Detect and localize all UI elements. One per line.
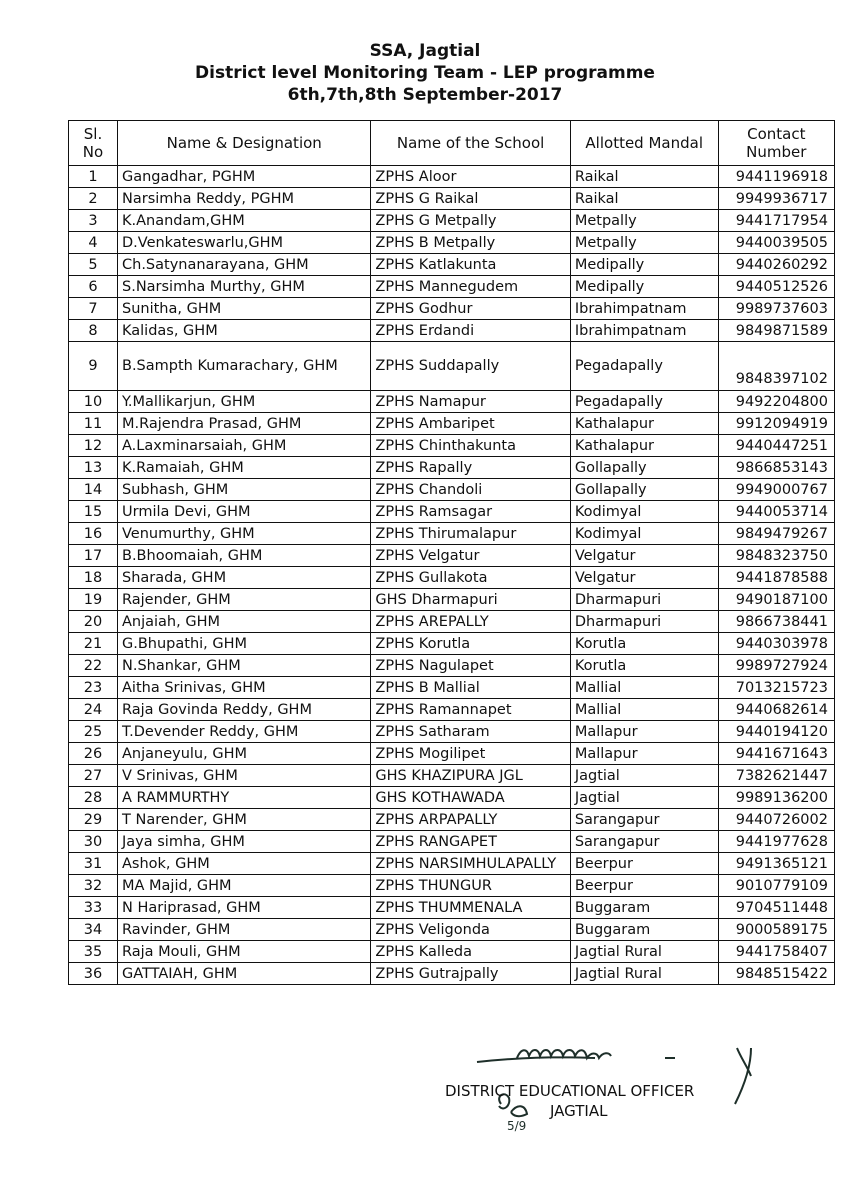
- cell-name-designation: A RAMMURTHY: [118, 787, 371, 809]
- cell-name-designation: N.Shankar, GHM: [118, 655, 371, 677]
- cell-name-designation: K.Anandam,GHM: [118, 210, 371, 232]
- cell-sl-no: 20: [69, 611, 118, 633]
- table-row: [69, 963, 835, 985]
- header-line-3: 6th,7th,8th September-2017: [287, 85, 563, 105]
- cell-sl-no: 8: [69, 320, 118, 342]
- cell-mandal: Pegadapally: [570, 342, 718, 391]
- cell-school: ZPHS Gutrajpally: [371, 963, 570, 985]
- cell-contact: 9849479267: [718, 523, 834, 545]
- cell-school: ZPHS Chandoli: [371, 479, 570, 501]
- table-row: [69, 391, 835, 413]
- cell-school: ZPHS THUNGUR: [371, 875, 570, 897]
- table-row: [69, 765, 835, 787]
- cell-sl-no: 24: [69, 699, 118, 721]
- signatory-title: DISTRICT EDUCATIONAL OFFICER: [445, 1082, 695, 1100]
- cell-name-designation: Anjaneyulu, GHM: [118, 743, 371, 765]
- cell-school: ZPHS AREPALLY: [371, 611, 570, 633]
- cell-sl-no: 13: [69, 457, 118, 479]
- cell-school: ZPHS THUMMENALA: [371, 897, 570, 919]
- cell-sl-no: 22: [69, 655, 118, 677]
- cell-name-designation: Anjaiah, GHM: [118, 611, 371, 633]
- cell-contact: 9440303978: [718, 633, 834, 655]
- cell-contact: 9000589175: [718, 919, 834, 941]
- table-row: [69, 655, 835, 677]
- cell-school: ZPHS Mogilipet: [371, 743, 570, 765]
- cell-sl-no: 27: [69, 765, 118, 787]
- table-row: [69, 611, 835, 633]
- cell-school: ZPHS Namapur: [371, 391, 570, 413]
- cell-name-designation: Rajender, GHM: [118, 589, 371, 611]
- cell-mandal: Gollapally: [570, 457, 718, 479]
- table-row: [69, 633, 835, 655]
- cell-sl-no: 4: [69, 232, 118, 254]
- cell-mandal: Buggaram: [570, 919, 718, 941]
- column-header-contact: [718, 121, 834, 166]
- cell-school: ZPHS Erdandi: [371, 320, 570, 342]
- table-row: [69, 232, 835, 254]
- cell-sl-no: 7: [69, 298, 118, 320]
- cell-sl-no: 29: [69, 809, 118, 831]
- cell-mandal: Medipally: [570, 276, 718, 298]
- cell-school: ZPHS Kalleda: [371, 941, 570, 963]
- cell-mandal: Kathalapur: [570, 435, 718, 457]
- table-row: [69, 413, 835, 435]
- cell-name-designation: Raja Mouli, GHM: [118, 941, 371, 963]
- cell-sl-no: 19: [69, 589, 118, 611]
- cell-contact: 9010779109: [718, 875, 834, 897]
- cell-contact: 9440053714: [718, 501, 834, 523]
- table-row: [69, 589, 835, 611]
- cell-sl-no: 11: [69, 413, 118, 435]
- table-row: [69, 721, 835, 743]
- cell-school: ZPHS Ambaripet: [371, 413, 570, 435]
- cell-name-designation: Y.Mallikarjun, GHM: [118, 391, 371, 413]
- cell-contact: 9848397102: [718, 342, 834, 391]
- cell-sl-no: 36: [69, 963, 118, 985]
- contact-header-text: Contact Number: [746, 125, 807, 161]
- table-row: [69, 501, 835, 523]
- cell-contact: 9949000767: [718, 479, 834, 501]
- cell-school: ZPHS Thirumalapur: [371, 523, 570, 545]
- cell-name-designation: Ravinder, GHM: [118, 919, 371, 941]
- cell-name-designation: Aitha Srinivas, GHM: [118, 677, 371, 699]
- cell-school: ZPHS Chinthakunta: [371, 435, 570, 457]
- table-row: [69, 853, 835, 875]
- cell-name-designation: T.Devender Reddy, GHM: [118, 721, 371, 743]
- cell-school: ZPHS Nagulapet: [371, 655, 570, 677]
- cell-name-designation: Venumurthy, GHM: [118, 523, 371, 545]
- cell-contact: 9440447251: [718, 435, 834, 457]
- cell-mandal: Beerpur: [570, 853, 718, 875]
- cell-name-designation: G.Bhupathi, GHM: [118, 633, 371, 655]
- cell-mandal: Velgatur: [570, 545, 718, 567]
- cell-sl-no: 6: [69, 276, 118, 298]
- cell-sl-no: 28: [69, 787, 118, 809]
- cell-contact: 9989737603: [718, 298, 834, 320]
- cell-school: ZPHS Velgatur: [371, 545, 570, 567]
- table-row: [69, 166, 835, 188]
- cell-school: ZPHS Gullakota: [371, 567, 570, 589]
- cell-contact: 9440260292: [718, 254, 834, 276]
- cell-sl-no: 2: [69, 188, 118, 210]
- cell-school: GHS Dharmapuri: [371, 589, 570, 611]
- cell-mandal: Velgatur: [570, 567, 718, 589]
- cell-school: ZPHS B Mallial: [371, 677, 570, 699]
- table-row: [69, 787, 835, 809]
- cell-sl-no: 9: [69, 342, 118, 391]
- cell-mandal: Beerpur: [570, 875, 718, 897]
- cell-mandal: Raikal: [570, 166, 718, 188]
- cell-name-designation: S.Narsimha Murthy, GHM: [118, 276, 371, 298]
- cell-school: GHS KHAZIPURA JGL: [371, 765, 570, 787]
- cell-mandal: Sarangapur: [570, 809, 718, 831]
- cell-contact: 9848323750: [718, 545, 834, 567]
- cell-contact: 9440039505: [718, 232, 834, 254]
- cell-sl-no: 15: [69, 501, 118, 523]
- cell-name-designation: Ch.Satynanarayana, GHM: [118, 254, 371, 276]
- cell-school: ZPHS G Raikal: [371, 188, 570, 210]
- cell-mandal: Jagtial Rural: [570, 963, 718, 985]
- cell-sl-no: 16: [69, 523, 118, 545]
- cell-name-designation: Kalidas, GHM: [118, 320, 371, 342]
- cell-mandal: Ibrahimpatnam: [570, 320, 718, 342]
- cell-name-designation: Narsimha Reddy, PGHM: [118, 188, 371, 210]
- cell-name-designation: K.Ramaiah, GHM: [118, 457, 371, 479]
- column-header-school: Name of the School: [371, 121, 570, 166]
- cell-school: ZPHS Suddapally: [371, 342, 570, 391]
- table-row: [69, 831, 835, 853]
- cell-contact: 9440682614: [718, 699, 834, 721]
- cell-mandal: Ibrahimpatnam: [570, 298, 718, 320]
- cell-sl-no: 5: [69, 254, 118, 276]
- cell-mandal: Metpally: [570, 210, 718, 232]
- cell-sl-no: 30: [69, 831, 118, 853]
- cell-school: ZPHS NARSIMHULAPALLY: [371, 853, 570, 875]
- cell-name-designation: Subhash, GHM: [118, 479, 371, 501]
- cell-name-designation: MA Majid, GHM: [118, 875, 371, 897]
- cell-sl-no: 10: [69, 391, 118, 413]
- cell-mandal: Kathalapur: [570, 413, 718, 435]
- cell-contact: 9949936717: [718, 188, 834, 210]
- cell-mandal: Mallial: [570, 677, 718, 699]
- cell-name-designation: M.Rajendra Prasad, GHM: [118, 413, 371, 435]
- cell-sl-no: 14: [69, 479, 118, 501]
- cell-sl-no: 21: [69, 633, 118, 655]
- table-body: [69, 166, 835, 985]
- table-row: [69, 342, 835, 391]
- cell-mandal: Gollapally: [570, 479, 718, 501]
- cell-school: ZPHS Rapally: [371, 457, 570, 479]
- cell-name-designation: B.Sampth Kumarachary, GHM: [118, 342, 371, 391]
- cell-name-designation: Sharada, GHM: [118, 567, 371, 589]
- table-header-row: [69, 121, 835, 166]
- table-row: [69, 276, 835, 298]
- table-row: [69, 699, 835, 721]
- cell-sl-no: 31: [69, 853, 118, 875]
- cell-sl-no: 32: [69, 875, 118, 897]
- cell-school: GHS KOTHAWADA: [371, 787, 570, 809]
- cell-contact: 9989136200: [718, 787, 834, 809]
- cell-mandal: Jagtial Rural: [570, 941, 718, 963]
- table-row: [69, 479, 835, 501]
- cell-name-designation: Raja Govinda Reddy, GHM: [118, 699, 371, 721]
- table-row: [69, 457, 835, 479]
- table-row: [69, 809, 835, 831]
- cell-mandal: Jagtial: [570, 765, 718, 787]
- column-header-sl-no: [69, 121, 118, 166]
- cell-school: ZPHS ARPAPALLY: [371, 809, 570, 831]
- table-row: [69, 897, 835, 919]
- cell-school: ZPHS Ramannapet: [371, 699, 570, 721]
- cell-contact: 9989727924: [718, 655, 834, 677]
- cell-school: ZPHS Veligonda: [371, 919, 570, 941]
- cell-sl-no: 25: [69, 721, 118, 743]
- cell-contact: 9704511448: [718, 897, 834, 919]
- cell-mandal: Mallapur: [570, 721, 718, 743]
- cell-mandal: Kodimyal: [570, 523, 718, 545]
- table-row: [69, 743, 835, 765]
- cell-mandal: Kodimyal: [570, 501, 718, 523]
- cell-name-designation: GATTAIAH, GHM: [118, 963, 371, 985]
- cell-name-designation: V Srinivas, GHM: [118, 765, 371, 787]
- cell-mandal: Korutla: [570, 633, 718, 655]
- cell-mandal: Dharmapuri: [570, 611, 718, 633]
- cell-school: ZPHS Satharam: [371, 721, 570, 743]
- cell-mandal: Mallapur: [570, 743, 718, 765]
- cell-school: ZPHS Mannegudem: [371, 276, 570, 298]
- table-row: [69, 254, 835, 276]
- cell-contact: 9441671643: [718, 743, 834, 765]
- cell-mandal: Buggaram: [570, 897, 718, 919]
- sl-no-header-text: Sl. No: [82, 125, 104, 161]
- cell-mandal: Raikal: [570, 188, 718, 210]
- cell-contact: 9441196918: [718, 166, 834, 188]
- cell-contact: 9441878588: [718, 567, 834, 589]
- cell-school: ZPHS Ramsagar: [371, 501, 570, 523]
- cell-sl-no: 33: [69, 897, 118, 919]
- cell-sl-no: 3: [69, 210, 118, 232]
- signature-date: 5/9: [507, 1119, 527, 1132]
- cell-school: ZPHS RANGAPET: [371, 831, 570, 853]
- cell-name-designation: Jaya simha, GHM: [118, 831, 371, 853]
- signatory-place: JAGTIAL: [550, 1102, 608, 1120]
- table-row: [69, 919, 835, 941]
- cell-contact: 9866853143: [718, 457, 834, 479]
- cell-mandal: Jagtial: [570, 787, 718, 809]
- cell-contact: 9440726002: [718, 809, 834, 831]
- cell-name-designation: D.Venkateswarlu,GHM: [118, 232, 371, 254]
- cell-sl-no: 18: [69, 567, 118, 589]
- table-row: [69, 677, 835, 699]
- cell-mandal: Dharmapuri: [570, 589, 718, 611]
- cell-mandal: Korutla: [570, 655, 718, 677]
- cell-school: ZPHS Korutla: [371, 633, 570, 655]
- cell-contact: 7013215723: [718, 677, 834, 699]
- cell-name-designation: Sunitha, GHM: [118, 298, 371, 320]
- cell-sl-no: 35: [69, 941, 118, 963]
- cell-school: ZPHS Katlakunta: [371, 254, 570, 276]
- cell-sl-no: 1: [69, 166, 118, 188]
- cell-mandal: Pegadapally: [570, 391, 718, 413]
- table-row: [69, 298, 835, 320]
- cell-contact: 9912094919: [718, 413, 834, 435]
- table-row: [69, 188, 835, 210]
- cell-mandal: Mallial: [570, 699, 718, 721]
- cell-name-designation: A.Laxminarsaiah, GHM: [118, 435, 371, 457]
- header-line-2: District level Monitoring Team - LEP programme: [195, 63, 655, 83]
- table-row: [69, 941, 835, 963]
- cell-name-designation: Ashok, GHM: [118, 853, 371, 875]
- table-row: [69, 567, 835, 589]
- cell-contact: 9441977628: [718, 831, 834, 853]
- cell-contact: 7382621447: [718, 765, 834, 787]
- cell-contact: 9492204800: [718, 391, 834, 413]
- cell-school: ZPHS Godhur: [371, 298, 570, 320]
- cell-mandal: Sarangapur: [570, 831, 718, 853]
- cell-sl-no: 12: [69, 435, 118, 457]
- cell-contact: 9491365121: [718, 853, 834, 875]
- cell-mandal: Medipally: [570, 254, 718, 276]
- cell-contact: 9849871589: [718, 320, 834, 342]
- cell-mandal: Metpally: [570, 232, 718, 254]
- column-header-name: Name & Designation: [118, 121, 371, 166]
- table-row: [69, 435, 835, 457]
- cell-school: ZPHS B Metpally: [371, 232, 570, 254]
- cell-contact: 9490187100: [718, 589, 834, 611]
- header-line-1: SSA, Jagtial: [369, 41, 481, 61]
- cell-sl-no: 34: [69, 919, 118, 941]
- document-header: [0, 40, 850, 106]
- cell-contact: 9848515422: [718, 963, 834, 985]
- cell-sl-no: 23: [69, 677, 118, 699]
- cell-contact: 9441758407: [718, 941, 834, 963]
- monitoring-team-table: [68, 120, 835, 985]
- table-row: [69, 320, 835, 342]
- cell-contact: 9441717954: [718, 210, 834, 232]
- cell-contact: 9866738441: [718, 611, 834, 633]
- cell-name-designation: N Hariprasad, GHM: [118, 897, 371, 919]
- table-row: [69, 523, 835, 545]
- cell-name-designation: B.Bhoomaiah, GHM: [118, 545, 371, 567]
- cell-contact: 9440194120: [718, 721, 834, 743]
- table-row: [69, 210, 835, 232]
- cell-name-designation: Urmila Devi, GHM: [118, 501, 371, 523]
- cell-sl-no: 17: [69, 545, 118, 567]
- table-row: [69, 875, 835, 897]
- cell-name-designation: T Narender, GHM: [118, 809, 371, 831]
- table-row: [69, 545, 835, 567]
- cell-contact: 9440512526: [718, 276, 834, 298]
- column-header-mandal: Allotted Mandal: [570, 121, 718, 166]
- cell-school: ZPHS G Metpally: [371, 210, 570, 232]
- cell-name-designation: Gangadhar, PGHM: [118, 166, 371, 188]
- cell-school: ZPHS Aloor: [371, 166, 570, 188]
- cell-sl-no: 26: [69, 743, 118, 765]
